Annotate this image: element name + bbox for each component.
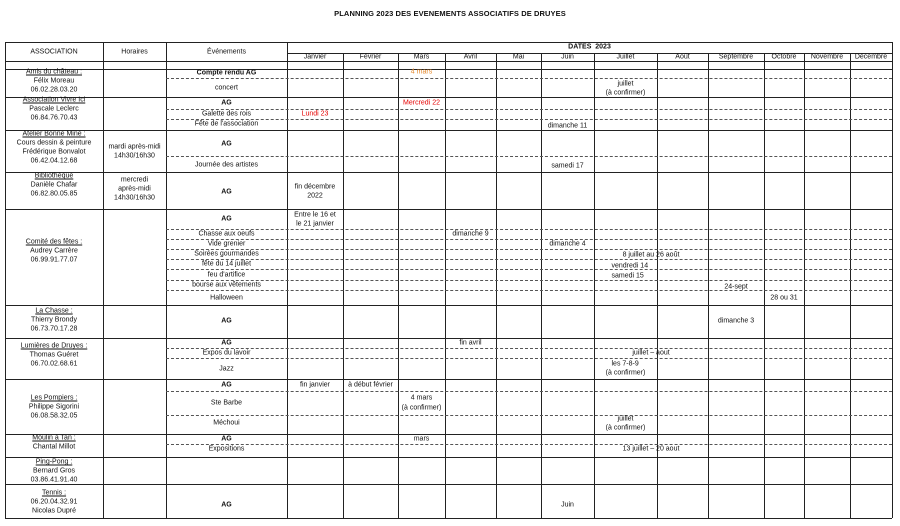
association-name: La Chasse : [35,307,73,315]
date-biblio-ag: 2022 [307,192,323,200]
row-separator [166,290,892,291]
event-name: Ste Barbe [210,399,243,407]
event-name: bourse aux vêtements [192,281,261,289]
table-bottom-border [5,518,892,519]
association-contact: Cours dessin & peinture [16,139,92,147]
column-border [850,53,851,518]
row-border [5,338,892,339]
header-association: ASSOCIATION [30,48,78,56]
row-separator [166,78,892,79]
date-comite-ag: le 21 janvier [296,220,334,228]
date-pomp-barbe: 4 mars [410,394,433,402]
row-border [5,434,892,435]
page-title: PLANNING 2023 DES EVENEMENTS ASSOCIATIFS DE DRUYES [334,9,566,18]
association-name: Comité des fêtes : [25,238,83,246]
row-border [5,209,892,210]
header-evenements: Événements [207,48,246,56]
column-border [892,42,893,518]
association-name: Lumières de Druyes : [20,342,88,350]
association-name: Bibliothèque [34,172,74,180]
association-contact: Félix Moreau [33,77,75,85]
event-name: Expositions [208,445,245,453]
header-month: Juillet [616,53,635,61]
row-separator [166,358,892,359]
event-name: Chasse aux oeufs [198,230,255,238]
row-separator [166,156,892,157]
row-separator [166,415,892,416]
event-ag: AG [221,317,232,325]
row-separator [166,239,892,240]
event-name: fête du 14 juillet [201,260,252,268]
association-contact: 06.20.04.32.91 [30,498,78,506]
header-month: Janvier [303,53,327,61]
row-separator [166,348,892,349]
column-border [445,53,446,518]
event-name: Jazz [219,365,234,373]
date-chasse-ag: dimanche 3 [717,317,755,325]
header-month: Mars [413,53,430,61]
event-name: Journée des artistes [194,161,259,169]
association-contact: Philippe Sigorini [28,403,80,411]
header-month: Novembre [810,53,844,61]
event-name: Soirées gourmandes [194,250,259,258]
header-month: Août [675,53,690,61]
event-name: Galette des rois [201,110,252,118]
event-name: Vide grenier [207,240,246,248]
association-contact: Frédérique Bonvalot [22,148,86,156]
column-border [343,53,344,518]
association-name: Ping-Pong : [35,458,73,466]
date-lum-jazz: les 7-8-9 [611,360,639,368]
event-ag: Compte rendu AG [196,69,257,77]
date-vivre-ag: Mercredi 22 [403,99,440,107]
association-contact: Danièle Chafar [30,181,78,189]
event-ag: AG [221,381,232,389]
date-comite-vide: dimanche 4 [549,240,586,248]
event-ag: AG [221,99,232,107]
event-ag: AG [221,435,232,443]
date-comite-bourse: 24-sept [724,283,748,291]
association-contact: Chantal Millot [32,443,76,451]
event-name: Fête de l'association [194,120,259,128]
date-amis-ag: 4 mars [410,68,433,76]
date-lum-jazz: (à confirmer) [605,369,646,377]
association-name: Tennis : [41,489,67,497]
column-border [708,53,709,518]
row-separator [166,444,892,445]
header-month: Février [359,53,382,61]
date-lum-ag: fin avril [459,339,482,347]
header-month: Décembre [854,53,888,61]
horaires-text: après-midi [118,185,151,193]
date-biblio-ag: fin décembre [294,183,336,191]
horaires-text: 14h30/16h30 [114,194,155,202]
column-border [764,53,765,518]
association-contact: 06.73.70.17.28 [30,325,78,333]
association-contact: Bernard Gros [32,467,76,475]
association-contact: Thomas Guéret [29,351,79,359]
date-amis-concert: (à confirmer) [605,89,646,97]
association-name: Atelier Bonne Mine : [22,130,86,138]
row-border [5,305,892,306]
association-contact: 06.42.04.12.68 [30,157,78,165]
header-month: Septembre [718,53,754,61]
association-contact: 06.08.58.32.05 [30,412,78,420]
column-border [804,53,805,518]
date-comite-halloween: 28 ou 31 [770,294,798,302]
row-border [5,484,892,485]
row-separator [166,109,892,110]
date-atelier-artistes: samedi 17 [551,162,584,170]
association-name: Amis du château : [25,68,83,76]
association-contact: 03.86.41.91.40 [30,476,78,484]
horaires-text: 14h30/16h30 [114,152,155,160]
date-vivre-fete: dimanche 11 [547,122,588,130]
horaires-text: mardi après-midi [108,143,161,151]
row-border [5,97,892,98]
row-border [5,172,892,173]
association-contact: 06.70.02.68.61 [30,360,78,368]
row-separator [166,391,892,392]
date-comite-soirees: 8 juillet au 26 août [622,251,680,259]
date-vivre-galette: Lundi 23 [301,110,329,118]
association-name: Association Vivre Ici [22,96,86,104]
association-contact: 06.82.80.05.85 [30,190,78,198]
header-month: Avril [463,53,478,61]
event-name: feu d'artifice [207,271,246,279]
date-pomp-ag: fin janvier [300,381,330,389]
date-comite-ag: Entre le 16 et [294,211,336,219]
date-tennis-ag: Juin [561,501,574,509]
event-name: Méchoui [213,419,240,427]
event-name: Expos du lavoir [202,349,251,357]
row-separator [166,259,892,260]
association-contact: 06.02.28.03.20 [30,86,78,94]
association-name: Moulin à Tan : [32,434,76,442]
association-contact: Thierry Brondy [31,316,77,324]
row-border [5,130,892,131]
row-separator [166,229,892,230]
date-amis-concert: juillet [617,80,634,88]
event-ag: AG [221,188,232,196]
horaires-text: mercredi [120,176,149,184]
date-comite-feu: samedi 15 [611,272,644,280]
association-contact: Pascale Leclerc [29,105,79,113]
date-comite-14: vendredi 14 [611,262,649,270]
header-month: Mai [512,53,525,61]
association-contact: Nicolas Dupré [32,507,76,515]
column-border [594,53,595,518]
date-pomp-ag: à début février [348,381,393,389]
date-comite-oeufs: dimanche 9 [452,230,489,238]
date-moulin-ag: mars [413,435,430,443]
event-name: Halloween [210,294,243,302]
event-name: concert [215,84,238,92]
event-ag: AG [221,140,232,148]
header-horaires: Horaires [121,48,148,56]
row-border [5,69,892,70]
row-separator [166,280,892,281]
table-top-border [5,42,892,43]
date-moulin-expos: 13 juillet – 20 aout [622,445,680,453]
association-name: Les Pompiers : [30,394,78,402]
event-ag: AG [221,501,232,509]
row-border [5,379,892,380]
column-border [103,42,104,518]
header-bottom-line [5,61,892,62]
header-month: Octobre [771,53,797,61]
date-pomp-mechoui: juillet [617,415,634,423]
date-lum-expos: juillet – aout [632,349,670,357]
header-month: Juin [561,53,574,61]
event-ag: AG [221,339,232,347]
association-contact: 06.84.76.70.43 [30,114,78,122]
row-separator [166,119,892,120]
row-separator [166,249,892,250]
date-pomp-mechoui: (à confirmer) [605,424,646,432]
association-contact: 06.99.91.77.07 [30,256,78,264]
column-border [496,53,497,518]
event-ag: AG [221,215,232,223]
row-separator [166,269,892,270]
column-border [541,53,542,518]
row-border [5,457,892,458]
column-border [5,42,6,518]
date-pomp-barbe: (à confirmer) [401,404,442,412]
association-contact: Audrey Carrère [30,247,78,255]
header-dates: DATES 2023 [568,43,611,51]
column-border [398,53,399,518]
